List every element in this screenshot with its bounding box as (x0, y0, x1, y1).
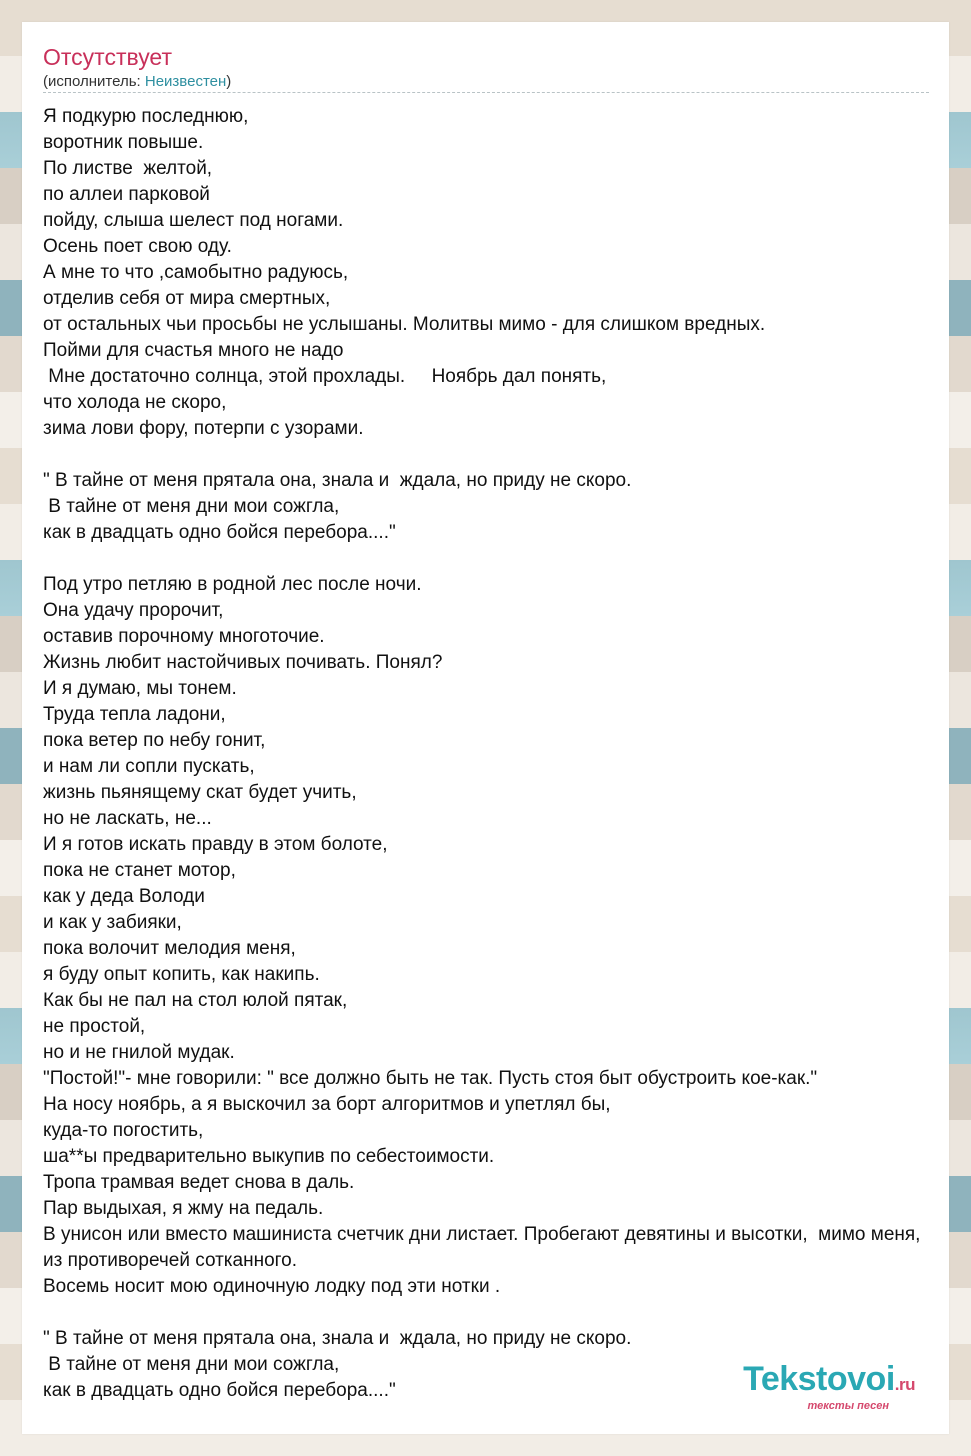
logo-wordmark (743, 1362, 915, 1402)
lyric-line: пока не станет мотор, (43, 860, 236, 881)
lyric-line: Под утро петляю в родной лес после ночи. (43, 574, 422, 595)
lyric-line: Я подкурю последнюю, (43, 106, 249, 127)
lyric-line: но и не гнилой мудак. (43, 1042, 235, 1063)
lyric-line: Жизнь любит настойчивых почивать. Понял? (43, 652, 443, 673)
lyric-line: но не ласкать, не... (43, 808, 212, 829)
lyric-line: Тропа трамвая ведет снова в даль. (43, 1172, 355, 1193)
lyric-line: В тайне от меня дни мои сожгла, (43, 496, 340, 517)
lyric-line: На носу ноябрь, а я выскочил за борт алгоритмов и упетлял бы, (43, 1094, 611, 1115)
lyric-line: В унисон или вместо машиниста счетчик дни листает. Пробегают девятины и высотки, мимо меня, (43, 1224, 921, 1245)
lyric-line: от остальных чьи просьбы не услышаны. Молитвы мимо - для слишком вредных. (43, 314, 766, 335)
lyric-line: не простой, (43, 1016, 146, 1037)
lyric-line: жизнь пьянящему скат будет учить, (43, 782, 357, 803)
lyric-line (43, 442, 949, 468)
lyric-line: И я думаю, мы тонем. (43, 678, 237, 699)
lyric-line: "Постой!"- мне говорили: " все должно быть не так. Пусть стоя быт обустроить кое-как." (43, 1068, 818, 1089)
divider (43, 92, 929, 93)
lyric-line: пока ветер по небу гонит, (43, 730, 266, 751)
lyric-line: пойду, слыша шелест под ногами. (43, 210, 344, 231)
lyrics-text (43, 104, 949, 1404)
lyric-line: По листве желтой, (43, 158, 213, 179)
lyric-line: как у деда Володи (43, 886, 205, 907)
lyric-line: и как у забияки, (43, 912, 182, 933)
lyric-line: зима лови фору, потерпи с узорами. (43, 418, 364, 439)
artist-line (43, 73, 231, 91)
lyric-line: пока волочит мелодия меня, (43, 938, 296, 959)
lyric-line: Труда тепла ладони, (43, 704, 226, 725)
lyric-line (43, 1300, 949, 1326)
lyric-line: куда-то погостить, (43, 1120, 204, 1141)
song-title: Отсутствует (43, 44, 172, 70)
lyric-line: из противоречей сотканного. (43, 1250, 298, 1271)
lyric-line: что холода не скоро, (43, 392, 227, 413)
logo-tld: .ru (894, 1375, 915, 1394)
lyric-line: как в двадцать одно бойся перебора...." (43, 1380, 396, 1401)
lyric-line: воротник повыше. (43, 132, 204, 153)
lyric-line: по аллеи парковой (43, 184, 210, 205)
lyric-line: как в двадцать одно бойся перебора...." (43, 522, 396, 543)
site-logo[interactable] (743, 1362, 915, 1412)
lyric-line: А мне то что ,самобытно радуюсь, (43, 262, 349, 283)
lyric-line: ша**ы предварительно выкупив по себестоимости. (43, 1146, 495, 1167)
lyric-line: оставив порочному многоточие. (43, 626, 325, 647)
lyric-line: Она удачу пророчит, (43, 600, 224, 621)
artist-prefix: (исполнитель: (43, 73, 145, 90)
lyric-line: я буду опыт копить, как накипь. (43, 964, 320, 985)
lyric-line: В тайне от меня дни мои сожгла, (43, 1354, 340, 1375)
lyric-line: Осень поет свою оду. (43, 236, 232, 257)
lyric-line: " В тайне от меня прятала она, знала и ждала, но приду не скоро. (43, 470, 632, 491)
lyrics-card (22, 22, 949, 1434)
lyric-line: И я готов искать правду в этом болоте, (43, 834, 388, 855)
lyric-line: Как бы не пал на стол юлой пятак, (43, 990, 348, 1011)
logo-tagline: тексты песен (807, 1400, 889, 1412)
lyric-line: Восемь носит мою одиночную лодку под эти нотки . (43, 1276, 501, 1297)
lyric-line: отделив себя от мира смертных, (43, 288, 331, 309)
artist-suffix: ) (226, 73, 232, 90)
lyric-line: и нам ли сопли пускать, (43, 756, 255, 777)
lyric-line: Мне достаточно солнца, этой прохлады. Ноябрь дал понять, (43, 366, 607, 387)
lyric-line: Пойми для счастья много не надо (43, 340, 344, 361)
lyric-line: " В тайне от меня прятала она, знала и ждала, но приду не скоро. (43, 1328, 632, 1349)
lyric-line (43, 546, 949, 572)
lyric-line: Пар выдыхая, я жму на педаль. (43, 1198, 324, 1219)
artist-link[interactable]: Неизвестен (144, 73, 227, 90)
logo-name: Tekstovoi (743, 1360, 895, 1398)
